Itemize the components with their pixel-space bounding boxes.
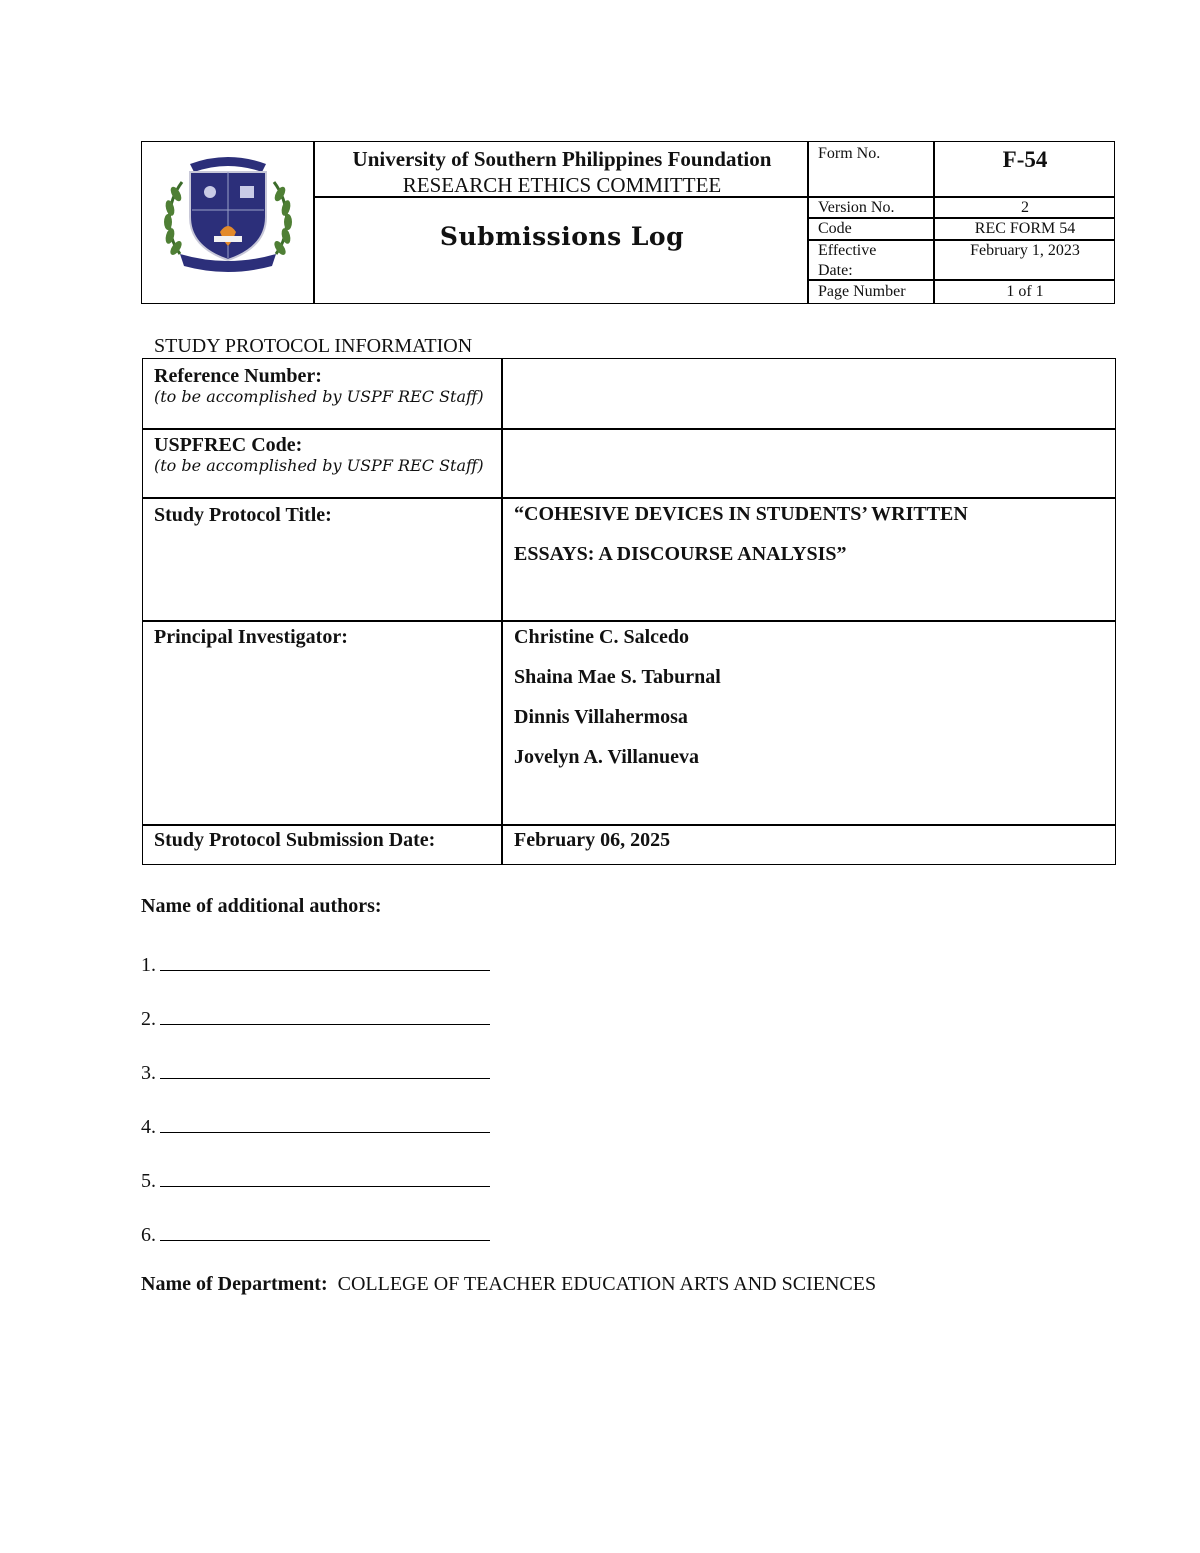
study-title-value (514, 494, 968, 574)
author-line[interactable] (160, 1004, 490, 1025)
submission-date-label: Study Protocol Submission Date: (154, 829, 436, 851)
form-no-value: F-54 (1002, 147, 1048, 172)
department-value: COLLEGE OF TEACHER EDUCATION ARTS AND SCIENCES (337, 1273, 877, 1295)
study-title-label: Study Protocol Title: (154, 504, 332, 526)
code-label: Code (818, 220, 852, 237)
study-title-line: ESSAYS: A DISCOURSE ANALYSIS” (514, 543, 847, 565)
author-number: 4. (141, 1116, 156, 1138)
investigator-name: Jovelyn A. Villanueva (514, 746, 700, 768)
investigator-name: Dinnis Villahermosa (514, 706, 688, 728)
author-line[interactable] (160, 1166, 490, 1187)
investigator-name: Shaina Mae S. Taburnal (514, 666, 721, 688)
form-no-label: Form No. (818, 145, 881, 162)
effective-date-label (818, 241, 876, 281)
author-number: 2. (141, 1008, 156, 1030)
author-line[interactable] (160, 1112, 490, 1133)
effective-label-line1: Effective (818, 242, 877, 259)
uspfrec-code-label: USPFREC Code: (154, 434, 303, 456)
author-blank-4[interactable] (141, 1112, 490, 1139)
department-label: Name of Department: (141, 1273, 328, 1295)
reference-number-note: (to be accomplished by USPF REC Staff) (154, 387, 484, 406)
author-blank-5[interactable] (141, 1166, 490, 1193)
code-value: REC FORM 54 (974, 220, 1076, 237)
version-value: 2 (1021, 199, 1029, 216)
principal-investigator-label: Principal Investigator: (154, 626, 348, 648)
investigator-name: Christine C. Salcedo (514, 626, 689, 648)
page-number-value: 1 of 1 (1006, 283, 1044, 300)
document-title: Submissions Log (439, 222, 685, 251)
page-number-label: Page Number (818, 283, 906, 300)
author-line[interactable] (160, 1220, 490, 1241)
institution-heading (316, 146, 808, 198)
author-line[interactable] (160, 1058, 490, 1079)
uspfrec-code-note: (to be accomplished by USPF REC Staff) (154, 456, 484, 475)
section-title: STUDY PROTOCOL INFORMATION (154, 335, 473, 357)
effective-label-line2: Date: (818, 262, 853, 279)
university-logo (142, 142, 314, 303)
author-number: 5. (141, 1170, 156, 1192)
committee-name: RESEARCH ETHICS COMMITTEE (402, 173, 722, 197)
author-blank-2[interactable] (141, 1004, 490, 1031)
author-number: 3. (141, 1062, 156, 1084)
author-number: 6. (141, 1224, 156, 1246)
version-label: Version No. (818, 199, 895, 216)
department-line (141, 1273, 876, 1296)
uspfrec-code-cell (154, 434, 494, 476)
submission-date-value: February 06, 2025 (514, 829, 671, 851)
reference-number-cell (154, 365, 494, 407)
study-protocol-table (142, 358, 1116, 865)
author-line[interactable] (160, 950, 490, 971)
effective-date-value: February 1, 2023 (970, 242, 1080, 259)
author-blank-1[interactable] (141, 950, 490, 977)
study-title-line: “COHESIVE DEVICES IN STUDENTS’ WRITTEN (514, 503, 968, 525)
author-blank-3[interactable] (141, 1058, 490, 1085)
reference-number-label: Reference Number: (154, 365, 322, 387)
author-number: 1. (141, 954, 156, 976)
university-name: University of Southern Philippines Foundation (352, 147, 772, 171)
additional-authors-heading: Name of additional authors: (141, 895, 382, 917)
investigator-list (514, 617, 721, 777)
author-blank-6[interactable] (141, 1220, 490, 1247)
form-header-table (141, 141, 1115, 304)
